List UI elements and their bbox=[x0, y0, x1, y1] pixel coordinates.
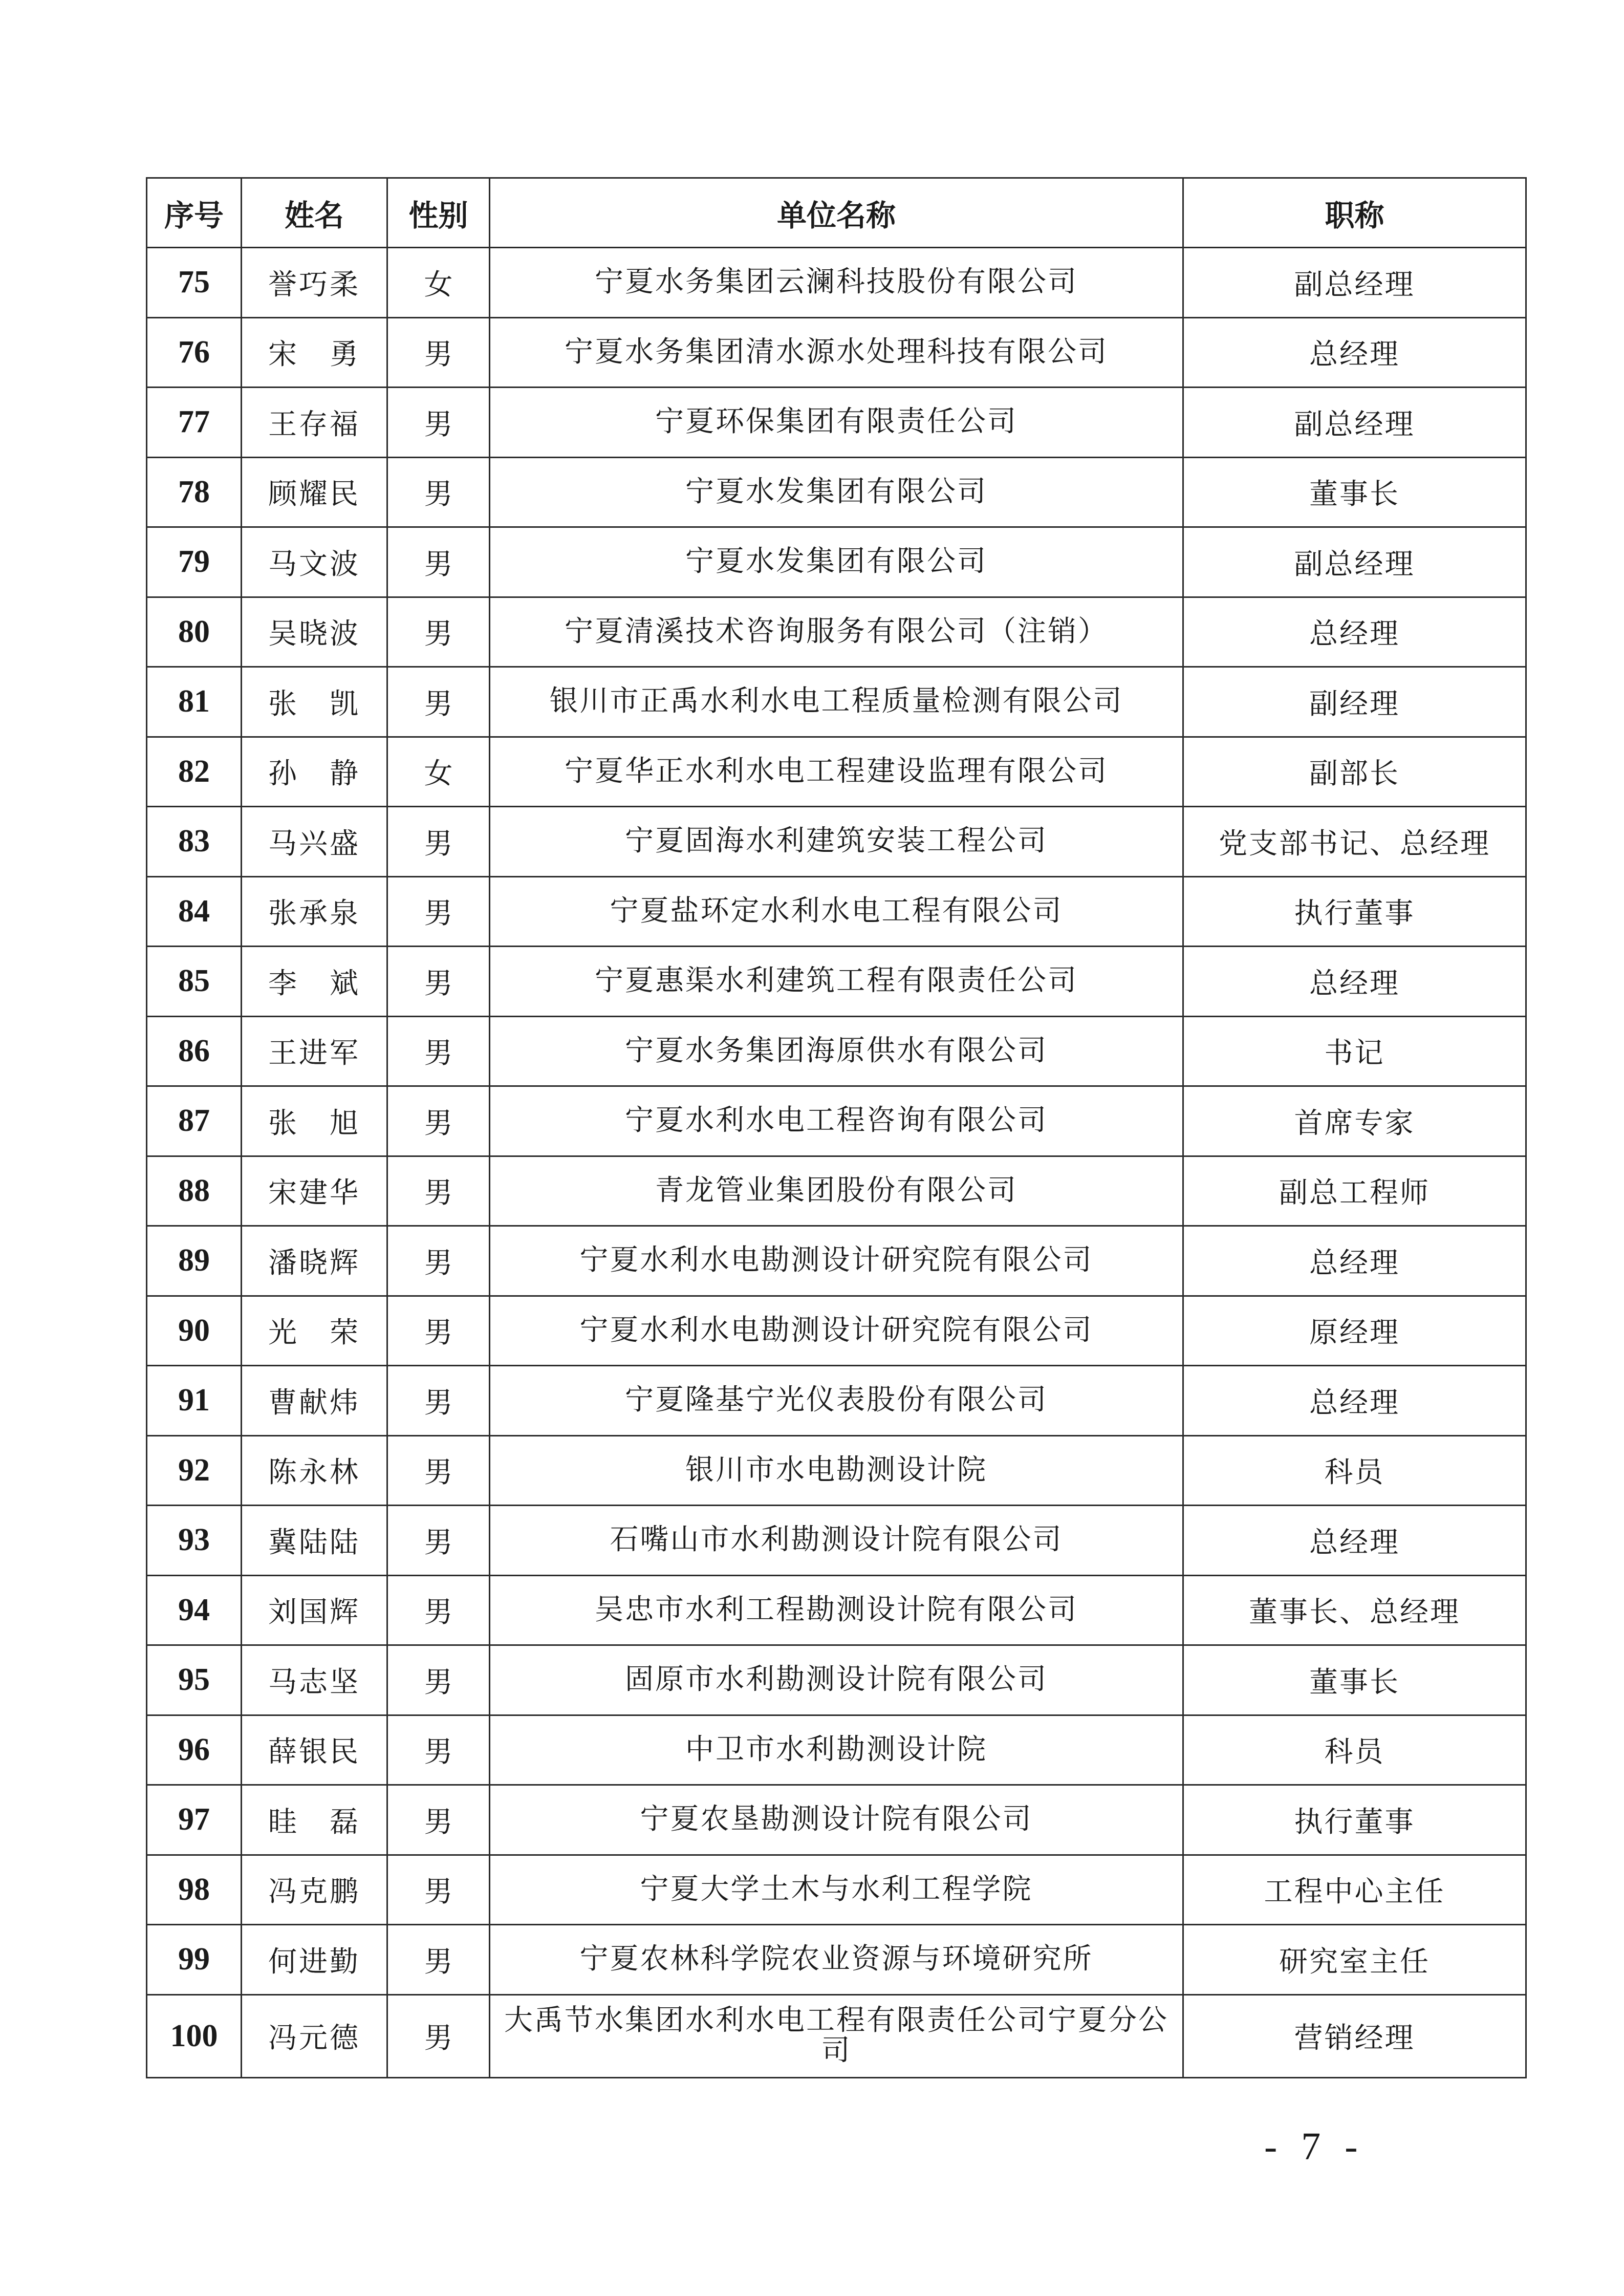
cell-organization: 宁夏农林科学院农业资源与环境研究所 bbox=[490, 1925, 1183, 1995]
cell-gender: 男 bbox=[387, 527, 490, 597]
cell-gender: 男 bbox=[387, 1366, 490, 1436]
cell-gender: 男 bbox=[387, 1016, 490, 1086]
cell-organization: 宁夏水发集团有限公司 bbox=[490, 457, 1183, 527]
cell-job-title: 总经理 bbox=[1183, 947, 1526, 1017]
cell-organization: 宁夏华正水利水电工程建设监理有限公司 bbox=[490, 737, 1183, 807]
cell-organization: 石嘴山市水利勘测设计院有限公司 bbox=[490, 1506, 1183, 1576]
cell-serial-number: 99 bbox=[147, 1925, 242, 1995]
cell-gender: 男 bbox=[387, 597, 490, 667]
cell-serial-number: 95 bbox=[147, 1645, 242, 1715]
cell-name: 孙 静 bbox=[242, 737, 387, 807]
cell-serial-number: 80 bbox=[147, 597, 242, 667]
cell-serial-number: 88 bbox=[147, 1156, 242, 1226]
cell-gender: 男 bbox=[387, 1785, 490, 1855]
cell-name: 宋建华 bbox=[242, 1156, 387, 1226]
cell-serial-number: 86 bbox=[147, 1016, 242, 1086]
cell-gender: 男 bbox=[387, 876, 490, 947]
cell-job-title: 副总经理 bbox=[1183, 527, 1526, 597]
table-row bbox=[147, 1296, 1526, 1366]
cell-serial-number: 76 bbox=[147, 317, 242, 388]
cell-serial-number: 96 bbox=[147, 1715, 242, 1785]
cell-organization: 银川市正禹水利水电工程质量检测有限公司 bbox=[490, 667, 1183, 737]
cell-name: 眭 磊 bbox=[242, 1785, 387, 1855]
cell-serial-number: 97 bbox=[147, 1785, 242, 1855]
table-row bbox=[147, 1855, 1526, 1925]
cell-gender: 男 bbox=[387, 1086, 490, 1156]
table-row bbox=[147, 1366, 1526, 1436]
cell-organization: 宁夏固海水利建筑安装工程公司 bbox=[490, 807, 1183, 877]
cell-organization: 宁夏水利水电勘测设计研究院有限公司 bbox=[490, 1296, 1183, 1366]
cell-name: 张承泉 bbox=[242, 876, 387, 947]
cell-job-title: 副总工程师 bbox=[1183, 1156, 1526, 1226]
cell-gender: 男 bbox=[387, 1226, 490, 1296]
cell-gender: 男 bbox=[387, 457, 490, 527]
cell-organization: 大禹节水集团水利水电工程有限责任公司宁夏分公司 bbox=[490, 1994, 1183, 2077]
cell-job-title: 党支部书记、总经理 bbox=[1183, 807, 1526, 877]
table-header-row bbox=[147, 178, 1526, 248]
header-name: 姓名 bbox=[242, 178, 387, 248]
cell-serial-number: 91 bbox=[147, 1366, 242, 1436]
cell-gender: 男 bbox=[387, 1296, 490, 1366]
cell-job-title: 工程中心主任 bbox=[1183, 1855, 1526, 1925]
table-row bbox=[147, 1086, 1526, 1156]
cell-gender: 女 bbox=[387, 737, 490, 807]
table-row bbox=[147, 527, 1526, 597]
cell-name: 王进军 bbox=[242, 1016, 387, 1086]
cell-name: 李 斌 bbox=[242, 947, 387, 1017]
cell-name: 何进勤 bbox=[242, 1925, 387, 1995]
cell-name: 刘国辉 bbox=[242, 1575, 387, 1645]
cell-organization: 宁夏水发集团有限公司 bbox=[490, 527, 1183, 597]
cell-gender: 男 bbox=[387, 1994, 490, 2077]
cell-serial-number: 92 bbox=[147, 1435, 242, 1506]
cell-serial-number: 85 bbox=[147, 947, 242, 1017]
table-row bbox=[147, 667, 1526, 737]
cell-organization: 宁夏水务集团海原供水有限公司 bbox=[490, 1016, 1183, 1086]
cell-gender: 男 bbox=[387, 1925, 490, 1995]
cell-organization: 宁夏清溪技术咨询服务有限公司（注销） bbox=[490, 597, 1183, 667]
cell-organization: 宁夏盐环定水利水电工程有限公司 bbox=[490, 876, 1183, 947]
cell-job-title: 总经理 bbox=[1183, 317, 1526, 388]
cell-serial-number: 79 bbox=[147, 527, 242, 597]
cell-job-title: 总经理 bbox=[1183, 1506, 1526, 1576]
table-row bbox=[147, 737, 1526, 807]
cell-name: 宋 勇 bbox=[242, 317, 387, 388]
table-row bbox=[147, 1715, 1526, 1785]
cell-name: 马文波 bbox=[242, 527, 387, 597]
cell-serial-number: 89 bbox=[147, 1226, 242, 1296]
cell-organization: 青龙管业集团股份有限公司 bbox=[490, 1156, 1183, 1226]
cell-serial-number: 82 bbox=[147, 737, 242, 807]
table-row bbox=[147, 807, 1526, 877]
cell-name: 顾耀民 bbox=[242, 457, 387, 527]
cell-organization: 宁夏惠渠水利建筑工程有限责任公司 bbox=[490, 947, 1183, 1017]
cell-name: 冯元德 bbox=[242, 1994, 387, 2077]
table-row bbox=[147, 317, 1526, 388]
cell-organization: 宁夏环保集团有限责任公司 bbox=[490, 388, 1183, 458]
cell-gender: 男 bbox=[387, 667, 490, 737]
cell-job-title: 副总经理 bbox=[1183, 248, 1526, 318]
cell-name: 王存福 bbox=[242, 388, 387, 458]
cell-job-title: 董事长 bbox=[1183, 457, 1526, 527]
cell-gender: 男 bbox=[387, 1715, 490, 1785]
table-row bbox=[147, 1575, 1526, 1645]
cell-job-title: 副部长 bbox=[1183, 737, 1526, 807]
cell-serial-number: 87 bbox=[147, 1086, 242, 1156]
cell-serial-number: 78 bbox=[147, 457, 242, 527]
header-organization: 单位名称 bbox=[490, 178, 1183, 248]
cell-job-title: 总经理 bbox=[1183, 1226, 1526, 1296]
cell-name: 张 凯 bbox=[242, 667, 387, 737]
cell-gender: 男 bbox=[387, 947, 490, 1017]
cell-serial-number: 83 bbox=[147, 807, 242, 877]
cell-job-title: 副总经理 bbox=[1183, 388, 1526, 458]
cell-job-title: 副经理 bbox=[1183, 667, 1526, 737]
table-row bbox=[147, 1156, 1526, 1226]
header-gender: 性别 bbox=[387, 178, 490, 248]
cell-name: 吴晓波 bbox=[242, 597, 387, 667]
table-row bbox=[147, 388, 1526, 458]
cell-serial-number: 93 bbox=[147, 1506, 242, 1576]
table-row bbox=[147, 1435, 1526, 1506]
table-row bbox=[147, 248, 1526, 318]
cell-job-title: 执行董事 bbox=[1183, 876, 1526, 947]
cell-job-title: 执行董事 bbox=[1183, 1785, 1526, 1855]
cell-name: 潘晓辉 bbox=[242, 1226, 387, 1296]
cell-job-title: 原经理 bbox=[1183, 1296, 1526, 1366]
cell-job-title: 研究室主任 bbox=[1183, 1925, 1526, 1995]
cell-serial-number: 100 bbox=[147, 1994, 242, 2077]
cell-gender: 男 bbox=[387, 317, 490, 388]
cell-name: 薛银民 bbox=[242, 1715, 387, 1785]
cell-organization: 固原市水利勘测设计院有限公司 bbox=[490, 1645, 1183, 1715]
table-row bbox=[147, 1994, 1526, 2077]
cell-serial-number: 75 bbox=[147, 248, 242, 318]
table-row bbox=[147, 1925, 1526, 1995]
cell-name: 张 旭 bbox=[242, 1086, 387, 1156]
cell-job-title: 总经理 bbox=[1183, 1366, 1526, 1436]
cell-gender: 男 bbox=[387, 1506, 490, 1576]
cell-organization: 宁夏农垦勘测设计院有限公司 bbox=[490, 1785, 1183, 1855]
table-row bbox=[147, 597, 1526, 667]
table-row bbox=[147, 1506, 1526, 1576]
cell-organization: 宁夏水利水电工程咨询有限公司 bbox=[490, 1086, 1183, 1156]
cell-job-title: 科员 bbox=[1183, 1715, 1526, 1785]
cell-serial-number: 81 bbox=[147, 667, 242, 737]
cell-organization: 宁夏水务集团云澜科技股份有限公司 bbox=[490, 248, 1183, 318]
cell-organization: 宁夏水利水电勘测设计研究院有限公司 bbox=[490, 1226, 1183, 1296]
page-number: - 7 - bbox=[1264, 2125, 1365, 2168]
cell-gender: 男 bbox=[387, 1575, 490, 1645]
cell-gender: 女 bbox=[387, 248, 490, 318]
header-serial-number: 序号 bbox=[147, 178, 242, 248]
cell-name: 曹献炜 bbox=[242, 1366, 387, 1436]
cell-serial-number: 94 bbox=[147, 1575, 242, 1645]
cell-gender: 男 bbox=[387, 1435, 490, 1506]
cell-name: 马志坚 bbox=[242, 1645, 387, 1715]
cell-job-title: 首席专家 bbox=[1183, 1086, 1526, 1156]
cell-gender: 男 bbox=[387, 807, 490, 877]
table-row bbox=[147, 1226, 1526, 1296]
cell-job-title: 董事长 bbox=[1183, 1645, 1526, 1715]
cell-name: 陈永林 bbox=[242, 1435, 387, 1506]
header-job-title: 职称 bbox=[1183, 178, 1526, 248]
table-row bbox=[147, 457, 1526, 527]
cell-organization: 宁夏水务集团清水源水处理科技有限公司 bbox=[490, 317, 1183, 388]
cell-name: 誉巧柔 bbox=[242, 248, 387, 318]
cell-job-title: 科员 bbox=[1183, 1435, 1526, 1506]
table-row bbox=[147, 876, 1526, 947]
cell-gender: 男 bbox=[387, 1156, 490, 1226]
cell-name: 光 荣 bbox=[242, 1296, 387, 1366]
cell-gender: 男 bbox=[387, 388, 490, 458]
cell-job-title: 董事长、总经理 bbox=[1183, 1575, 1526, 1645]
table-row bbox=[147, 1645, 1526, 1715]
cell-job-title: 书记 bbox=[1183, 1016, 1526, 1086]
personnel-table bbox=[146, 177, 1527, 2078]
table-row bbox=[147, 1785, 1526, 1855]
cell-organization: 宁夏隆基宁光仪表股份有限公司 bbox=[490, 1366, 1183, 1436]
cell-name: 冀陆陆 bbox=[242, 1506, 387, 1576]
cell-serial-number: 90 bbox=[147, 1296, 242, 1366]
cell-serial-number: 98 bbox=[147, 1855, 242, 1925]
cell-name: 马兴盛 bbox=[242, 807, 387, 877]
cell-serial-number: 84 bbox=[147, 876, 242, 947]
cell-name: 冯克鹏 bbox=[242, 1855, 387, 1925]
cell-gender: 男 bbox=[387, 1855, 490, 1925]
table-body bbox=[147, 248, 1526, 2078]
cell-organization: 吴忠市水利工程勘测设计院有限公司 bbox=[490, 1575, 1183, 1645]
cell-gender: 男 bbox=[387, 1645, 490, 1715]
cell-organization: 银川市水电勘测设计院 bbox=[490, 1435, 1183, 1506]
cell-job-title: 营销经理 bbox=[1183, 1994, 1526, 2077]
table-row bbox=[147, 947, 1526, 1017]
cell-job-title: 总经理 bbox=[1183, 597, 1526, 667]
table-row bbox=[147, 1016, 1526, 1086]
cell-serial-number: 77 bbox=[147, 388, 242, 458]
cell-organization: 宁夏大学土木与水利工程学院 bbox=[490, 1855, 1183, 1925]
cell-organization: 中卫市水利勘测设计院 bbox=[490, 1715, 1183, 1785]
